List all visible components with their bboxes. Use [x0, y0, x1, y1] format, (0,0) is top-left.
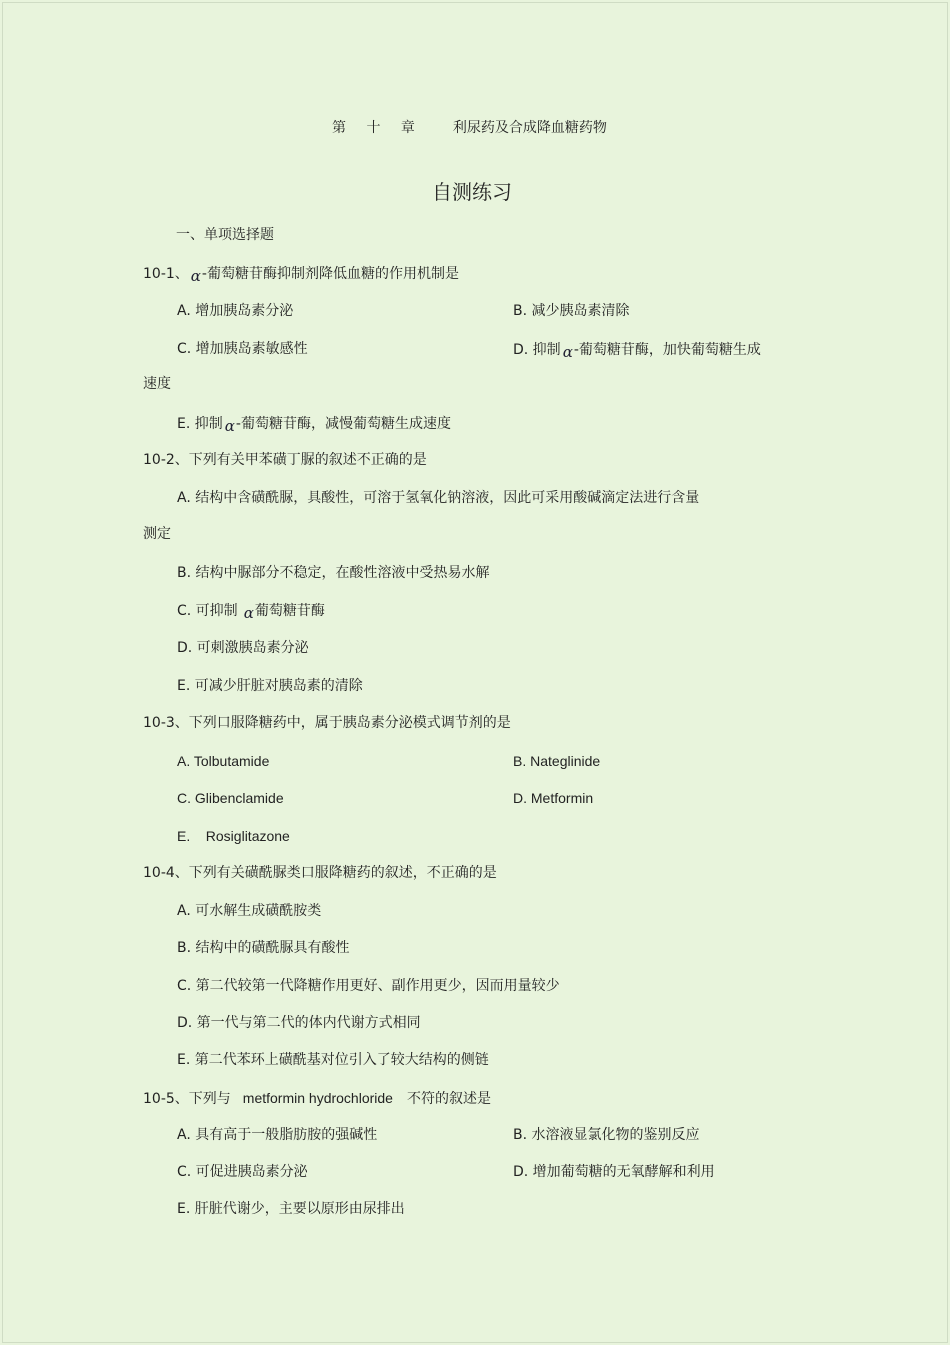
- question-10-1-option-b: B. 减少胰岛素清除: [513, 303, 630, 319]
- question-10-1-option-d-wrap: 速度: [143, 376, 171, 392]
- question-10-3-option-b: B. Nateglinide: [513, 753, 601, 769]
- question-10-4-stem: 10-4、下列有关磺酰脲类口服降糖药的叙述，不正确的是: [143, 865, 497, 881]
- question-10-2-stem: 10-2、下列有关甲苯磺丁脲的叙述不正确的是: [143, 452, 427, 468]
- chapter-title: 利尿药及合成降血糖药物: [452, 120, 607, 136]
- alpha-symbol: α: [562, 343, 573, 361]
- question-10-4-option-b: B. 结构中的磺酰脲具有酸性: [177, 940, 350, 956]
- question-10-4-option-c: C. 第二代较第一代降糖作用更好、副作用更少，因而用量较少: [177, 978, 560, 994]
- alpha-symbol: α: [243, 604, 254, 622]
- question-10-3-stem: 10-3、下列口服降糖药中，属于胰岛素分泌模式调节剂的是: [143, 715, 511, 731]
- question-10-2-option-a-wrap: 测定: [143, 526, 171, 542]
- question-10-1-option-a: A. 增加胰岛素分泌: [177, 303, 294, 319]
- question-10-4-option-e: E. 第二代苯环上磺酰基对位引入了较大结构的侧链: [177, 1052, 489, 1068]
- question-10-1-option-d: D. 抑制 α-葡萄糖苷酶，加快葡萄糖生成: [513, 342, 761, 361]
- question-10-1-stem: 10-1、 α-葡萄糖苷酶抑制剂降低血糖的作用机制是: [143, 266, 459, 285]
- question-10-2-option-a: A. 结构中含磺酰脲，具酸性，可溶于氢氧化钠溶液，因此可采用酸碱滴定法进行含量: [177, 490, 700, 506]
- question-10-4-option-d: D. 第一代与第二代的体内代谢方式相同: [177, 1015, 421, 1031]
- question-10-2-option-e: E. 可减少肝脏对胰岛素的清除: [177, 678, 363, 694]
- drug-name: metformin hydrochloride: [242, 1090, 393, 1106]
- question-10-5-option-a: A. 具有高于一般脂肪胺的强碱性: [177, 1127, 378, 1143]
- question-10-5-option-b: B. 水溶液显氯化物的鉴别反应: [513, 1127, 700, 1143]
- question-10-2-option-c: C. 可抑制 α葡萄糖苷酶: [177, 603, 325, 622]
- chapter-heading: [332, 119, 607, 137]
- question-10-1-option-e: E. 抑制 α-葡萄糖苷酶，减慢葡萄糖生成速度: [177, 416, 451, 435]
- question-10-5-option-d: D. 增加葡萄糖的无氧酵解和利用: [513, 1164, 715, 1180]
- section-title: 自测练习: [432, 180, 512, 204]
- part-heading: 一、单项选择题: [176, 227, 274, 243]
- question-10-5-stem: 10-5、下列与 metformin hydrochloride 不符的叙述是: [143, 1090, 491, 1107]
- question-10-2-option-d: D. 可刺激胰岛素分泌: [177, 640, 309, 656]
- question-10-3-option-a: A. Tolbutamide: [177, 753, 270, 769]
- alpha-symbol: α: [224, 417, 235, 435]
- question-10-2-option-b: B. 结构中脲部分不稳定，在酸性溶液中受热易水解: [177, 565, 490, 581]
- alpha-symbol: α: [190, 267, 201, 285]
- question-10-5-option-e: E. 肝脏代谢少，主要以原形由尿排出: [177, 1201, 405, 1217]
- question-10-1-option-c: C. 增加胰岛素敏感性: [177, 341, 308, 357]
- question-10-3-option-d: D. Metformin: [513, 790, 594, 806]
- question-10-4-option-a: A. 可水解生成磺酰胺类: [177, 903, 322, 919]
- chapter-label: 第 十 章: [332, 120, 423, 136]
- question-10-3-option-c: C. Glibenclamide: [177, 790, 284, 806]
- question-10-5-option-c: C. 可促进胰岛素分泌: [177, 1164, 308, 1180]
- question-10-3-option-e: E. Rosiglitazone: [177, 828, 290, 844]
